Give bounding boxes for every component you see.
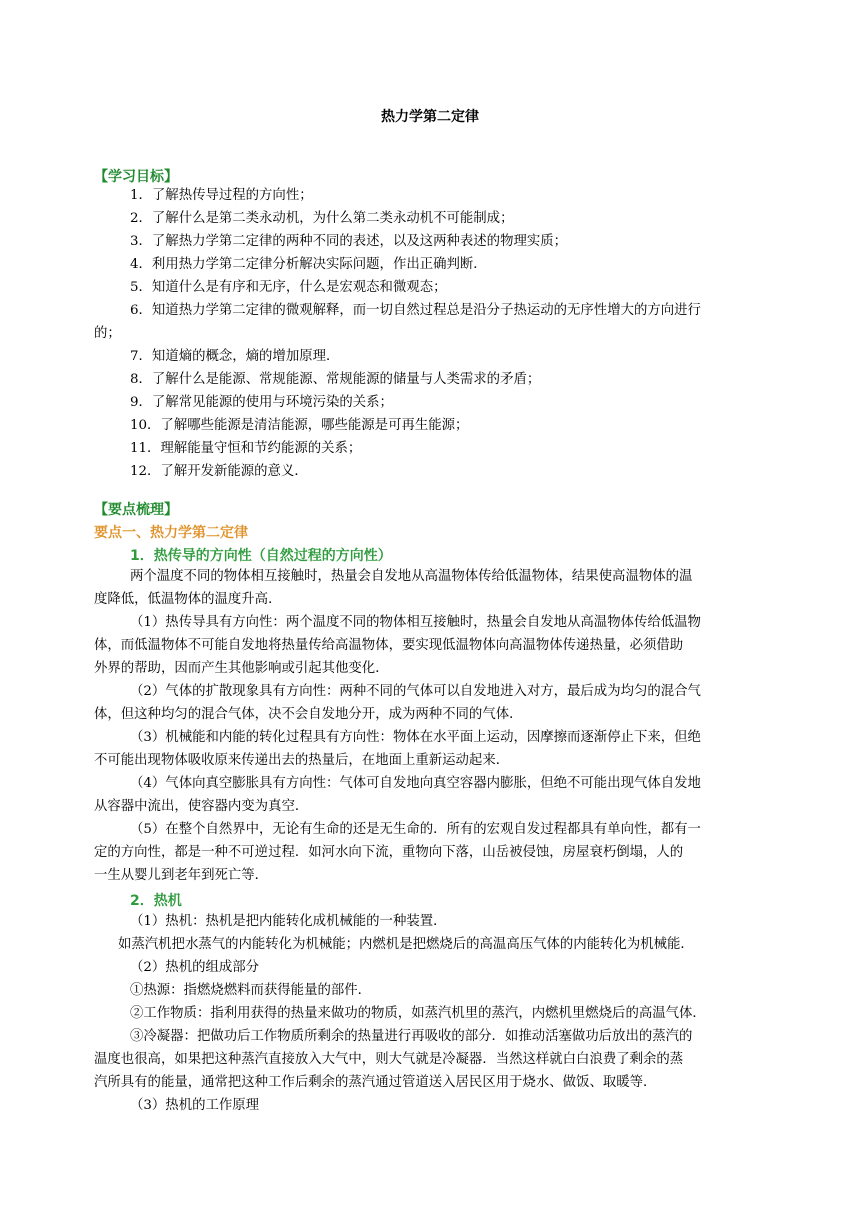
paragraph-line: 体，而低温物体不可能自发地将热量传给高温物体，要实现低温物体向高温物体传递热量，必须借助 (94, 638, 684, 653)
list-item: 3．了解热力学第二定律的两种不同的表述，以及这两种表述的物理实质； (130, 234, 568, 249)
paragraph-line: （2）热机的组成部分 (130, 960, 260, 975)
paragraph-line: （5）在整个自然界中，无论有生命的还是无生命的．所有的宏观自发过程都具有单向性，都有一 (130, 822, 701, 837)
list-item: 11．理解能量守恒和节约能源的关系； (130, 441, 362, 456)
paragraph-line: 两个温度不同的物体相互接触时，热量会自发地从高温物体传给低温物体，结果使高温物体的温 (130, 569, 693, 584)
paragraph-line: 汽所具有的能量，通常把这种工作后剩余的蒸汽通过管道送入居民区用于烧水、做饭、取暖等． (94, 1075, 657, 1090)
list-item: 12．了解开发新能源的意义． (130, 464, 308, 479)
paragraph-line: （2）气体的扩散现象具有方向性：两种不同的气体可以自发地进入对方，最后成为均匀的混合气 (130, 684, 701, 699)
paragraph-line: 定的方向性，都是一种不可逆过程．如河水向下流，重物向下落，山岳被侵蚀，房屋衰朽倒塌，人的 (94, 845, 684, 860)
page-title: 热力学第二定律 (381, 109, 479, 125)
paragraph-line: 体，但这种均匀的混合气体，决不会自发地分开，成为两种不同的气体． (94, 707, 523, 722)
list-item: 5．知道什么是有序和无序，什么是宏观态和微观态； (130, 280, 447, 295)
list-item: 7．知道熵的概念，熵的增加原理． (130, 349, 340, 364)
paragraph-line: （3）机械能和内能的转化过程具有方向性：物体在水平面上运动，因摩擦而逐渐停止下来，但绝 (130, 730, 701, 745)
paragraph-line: （1）热传导具有方向性：两个温度不同的物体相互接触时，热量会自发地从高温物体传给低温物 (130, 615, 701, 630)
paragraph-line: 从容器中流出，使容器内变为真空． (94, 799, 309, 814)
paragraph-line: 温度也很高，如果把这种蒸汽直接放入大气中，则大气就是冷凝器．当然这样就白白浪费了剩余的蒸 (94, 1052, 684, 1067)
summary-heading: 【要点梳理】 (94, 502, 178, 518)
list-item: 6．知道热力学第二定律的微观解释，而一切自然过程总是沿分子热运动的无序性增大的方向进行 (130, 303, 701, 318)
paragraph-line: 一生从婴儿到老年到死亡等． (94, 868, 269, 883)
list-item-continuation: 的； (94, 326, 121, 341)
list-item: 4．利用热力学第二定律分析解决实际问题，作出正确判断． (130, 257, 487, 272)
paragraph-line: 度降低，低温物体的温度升高． (94, 592, 282, 607)
subsection-heading: 1．热传导的方向性（自然过程的方向性） (130, 548, 392, 564)
paragraph-line: （4）气体向真空膨胀具有方向性：气体可自发地向真空容器内膨胀，但绝不可能出现气体自发地 (130, 776, 701, 791)
list-item: 2．了解什么是第二类永动机，为什么第二类永动机不可能制成； (130, 211, 514, 226)
list-item: 1．了解热传导过程的方向性； (130, 188, 313, 203)
list-item: 9．了解常见能源的使用与环境污染的关系； (130, 395, 393, 410)
objectives-heading: 【学习目标】 (94, 169, 178, 185)
subsection-heading: 2．热机 (130, 893, 182, 909)
list-item: 8．了解什么是能源、常规能源、常规能源的储量与人类需求的矛盾； (130, 372, 541, 387)
paragraph-line: （3）热机的工作原理 (130, 1098, 260, 1113)
paragraph-line: 外界的帮助，因而产生其他影响或引起其他变化． (94, 661, 389, 676)
paragraph-line: ②工作物质：指利用获得的热量来做功的物质，如蒸汽机里的蒸汽，内燃机里燃烧后的高温气体． (130, 1006, 706, 1021)
paragraph-line: ①热源：指燃烧燃料而获得能量的部件． (130, 983, 372, 998)
paragraph-line: ③冷凝器：把做功后工作物质所剩余的热量进行再吸收的部分．如推动活塞做功后放出的蒸汽的 (130, 1029, 693, 1044)
point1-heading: 要点一、热力学第二定律 (94, 525, 248, 541)
paragraph-line: 如蒸汽机把水蒸气的内能转化为机械能；内燃机是把燃烧后的高温高压气体的内能转化为机械能． (118, 937, 694, 952)
paragraph-line: （1）热机：热机是把内能转化成机械能的一种装置． (130, 914, 447, 929)
paragraph-line: 不可能出现物体吸收原来传递出去的热量后，在地面上重新运动起来． (94, 753, 510, 768)
list-item: 10．了解哪些能源是清洁能源，哪些能源是可再生能源； (130, 418, 469, 433)
